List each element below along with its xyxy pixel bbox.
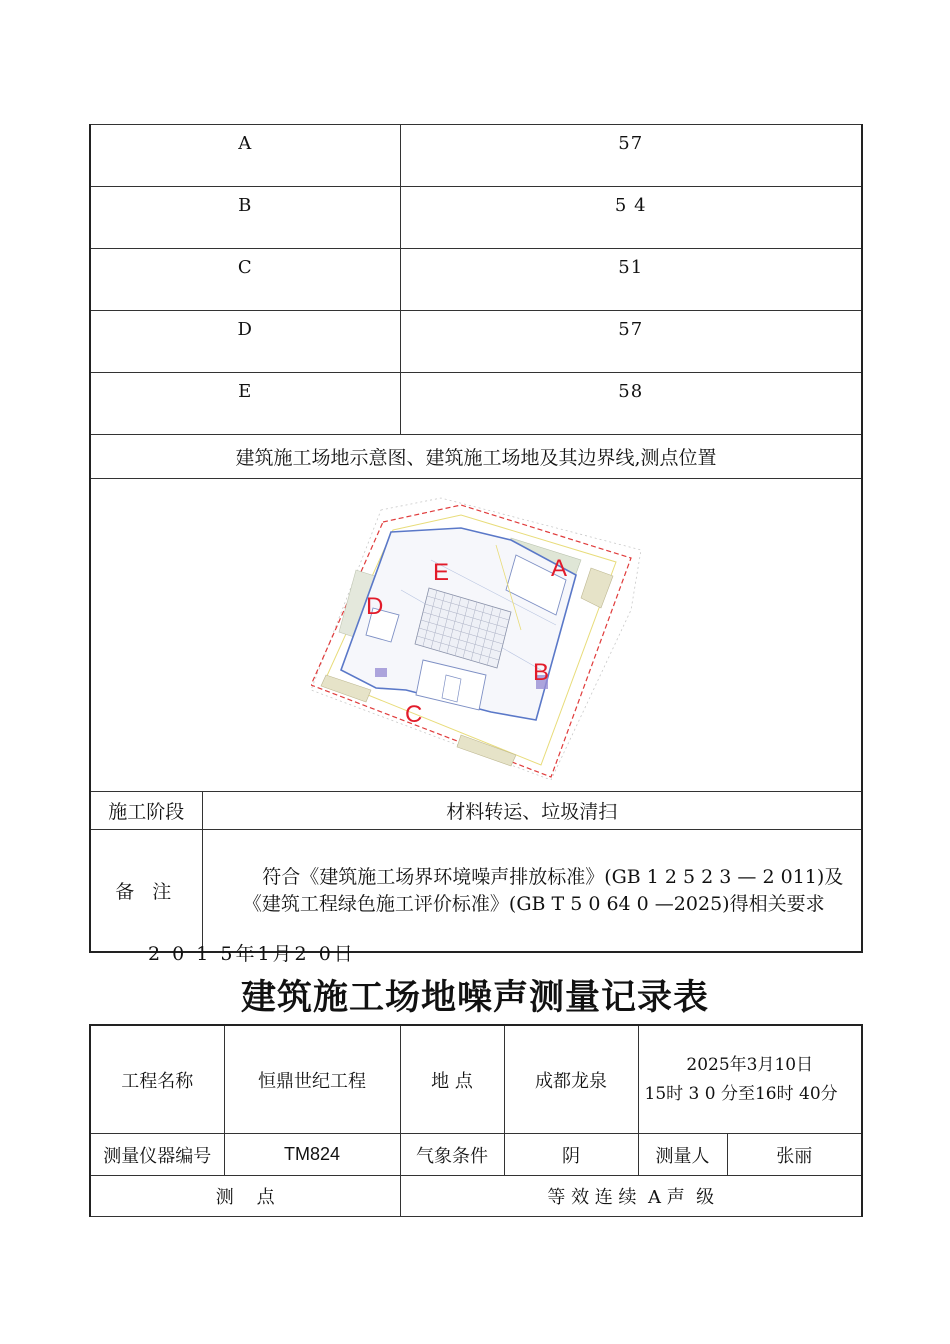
table-row — [90, 187, 862, 249]
notes-text — [202, 830, 862, 953]
point-cell: C — [90, 249, 400, 311]
map-caption: 建筑施工场地示意图、建筑施工场地及其边界线,测点位置 — [90, 435, 862, 479]
surveyor-value: 张丽 — [727, 1134, 862, 1176]
project-label: 工程名称 — [90, 1025, 224, 1134]
table-row — [90, 1176, 862, 1217]
value-cell: 5 4 — [400, 187, 862, 249]
stage-value: 材料转运、垃圾清扫 — [202, 792, 862, 830]
level-header: 等 效 连 续 A 声 级 — [400, 1176, 862, 1217]
point-label-d: D — [366, 593, 384, 620]
measurement-table — [89, 124, 863, 953]
point-label-b: B — [533, 659, 550, 686]
surveyor-label: 测量人 — [638, 1134, 727, 1176]
measure-time-range: 15时 3 0 分至16时 40分 — [644, 1083, 838, 1104]
record-date: 2 0 1 5年1月2 0日 — [148, 943, 356, 965]
weather-value: 阴 — [504, 1134, 638, 1176]
table-row — [90, 435, 862, 479]
table-row — [90, 792, 862, 830]
location-value: 成都龙泉 — [504, 1025, 638, 1134]
notes-label: 备 注 — [90, 830, 202, 953]
site-map-cell — [90, 479, 862, 792]
instrument-value: TM824 — [224, 1134, 400, 1176]
notes-line-2: 《建筑工程绿色施工评价标准》(GB T 5 0 64 0 —2025)得相关要求 — [242, 892, 825, 915]
value-cell: 57 — [400, 311, 862, 373]
point-cell: E — [90, 373, 400, 435]
notes-line-1: 符合《建筑施工场界环境噪声排放标准》(GB 1 2 5 2 3 — 2 011)及 — [262, 865, 844, 888]
instrument-label: 测量仪器编号 — [90, 1134, 224, 1176]
value-cell: 57 — [400, 125, 862, 187]
table-row — [90, 830, 862, 953]
point-label-a: A — [551, 555, 568, 582]
noise-record-form — [89, 1024, 863, 1217]
table-row — [90, 373, 862, 435]
point-cell: A — [90, 125, 400, 187]
site-map — [311, 490, 641, 780]
table-row — [90, 125, 862, 187]
measure-date: 2025年3月10日 — [686, 1054, 814, 1075]
measure-time — [638, 1025, 862, 1134]
stage-label: 施工阶段 — [90, 792, 202, 830]
table-row — [90, 249, 862, 311]
value-cell: 58 — [400, 373, 862, 435]
point-header: 测 点 — [90, 1176, 400, 1217]
table-row — [90, 311, 862, 373]
table-row — [90, 1134, 862, 1176]
table-row — [90, 479, 862, 792]
project-value: 恒鼎世纪工程 — [224, 1025, 400, 1134]
table-row — [90, 1025, 862, 1134]
page-title: 建筑施工场地噪声测量记录表 — [240, 977, 709, 1018]
point-cell: B — [90, 187, 400, 249]
weather-label: 气象条件 — [400, 1134, 504, 1176]
point-cell: D — [90, 311, 400, 373]
value-cell: 51 — [400, 249, 862, 311]
point-label-c: C — [405, 701, 423, 728]
location-label: 地 点 — [400, 1025, 504, 1134]
point-label-e: E — [433, 559, 450, 586]
